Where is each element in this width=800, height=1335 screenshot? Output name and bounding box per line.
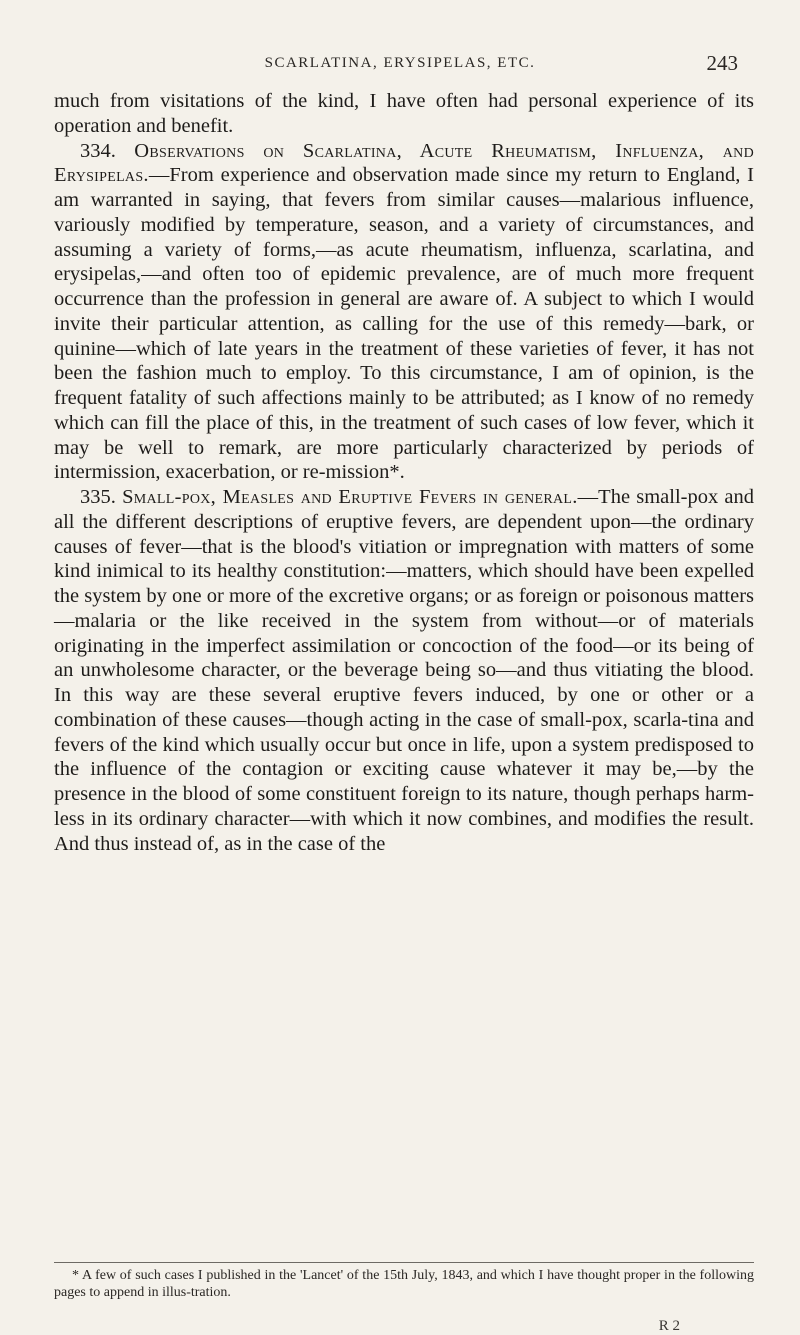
continuation-paragraph: much from visitations of the kind, I have often had personal experience of its operation and benefit.	[54, 90, 754, 137]
section-335-heading: Small-pox, Measles and Eruptive Fevers in general.	[122, 486, 578, 508]
page-number: 243	[706, 51, 738, 75]
section-335-number: 335.	[80, 486, 116, 508]
body-text	[54, 89, 754, 856]
section-335-paragraph	[54, 485, 754, 856]
section-334-text: —From experience and observation made since my return to England, I am warranted in saying, that fevers from similar causes—malarious influence, variously modified by temperature, season, and a variety of circumstances, and assuming a variety of forms,—as acute rheumatism, influenza, scarlatina, and erysipelas,—and often too of epidemic prevalence, are of much more frequent occurrence than the profession in general are aware of. A subject to which I would invite their particular attention, as calling for the use of this remedy—bark, or quinine—which of late years in the treatment of these varieties of fever, it has not been the fashion much to employ. To this circumstance, I am of opinion, is the frequent fatality of such affections mainly to be attributed; as I know of no remedy which can fill the place of this, in the treatment of such cases of low fever, which it may be well to remark, are more particularly characterized by periods of intermission, exacerbation, or re-mission*.	[54, 164, 754, 484]
running-title: SCARLATINA, ERYSIPELAS, ETC.	[264, 55, 536, 71]
section-334-number: 334.	[80, 139, 116, 162]
section-334-heading: Observations on Scarlatina, Acute Rheumatism, Influenza, and Erysipelas.	[54, 139, 754, 187]
section-334-paragraph	[54, 139, 754, 486]
signature-mark: R 2	[658, 1318, 680, 1334]
footnote: * A few of such cases I published in the 'Lancet' of the 15th July, 1843, and which I have thought proper in the following pages to append in illus-tration.	[54, 1268, 754, 1300]
footnote-divider	[54, 1262, 754, 1263]
section-335-text: —The small-pox and all the different descriptions of eruptive fevers, are dependent upon—the ordinary causes of fever—that is the blood's vitiation or impregnation with matters of some kind inimical to its healthy constitution:—matters, which should have been expelled the system by one or more of the excretive organs; or as foreign or poisonous matters—malaria or the like received in the system from without—or of materials originating in the imperfect assimilation or concoction of the food—or its being of an unwholesome character, or the beverage being so—and thus vitiating the blood. In this way are these several eruptive fevers induced, by one or other or a combination of these causes—though acting in the case of small-pox, scarla-tina and fevers of the kind which usually occur but once in life, upon a system predisposed to the influence of the contagion or exciting cause whatever it may be,—by the presence in the blood of some constituent foreign to its nature, though perhaps harm-less in its ordinary character—with which it now combines, and modifies the result. And thus instead of, as in the case of the	[54, 486, 754, 855]
